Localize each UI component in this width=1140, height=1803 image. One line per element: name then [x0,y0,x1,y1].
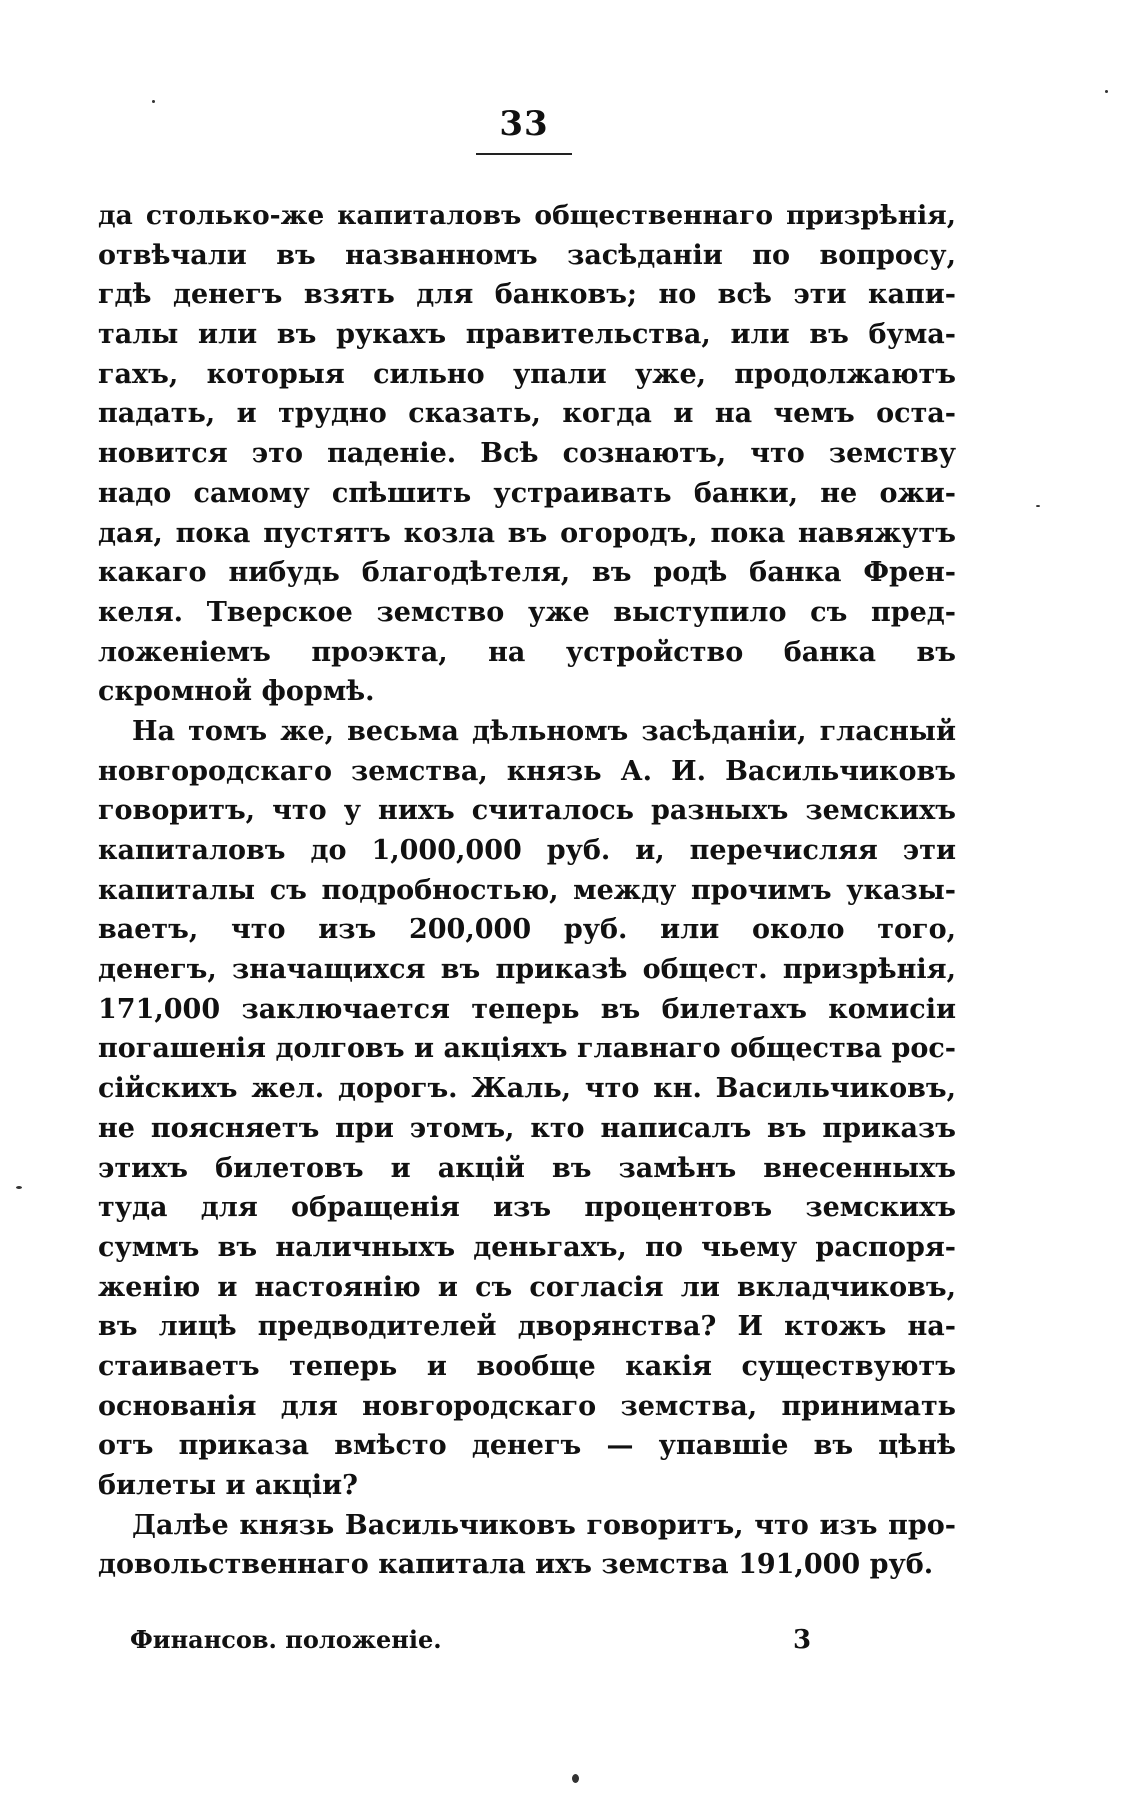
text-line: сійскихъ жел. дорогъ. Жаль, что кн. Васильчиковъ, [98,1073,956,1105]
text-line: говоритъ, что у нихъ считалось разныхъ земскихъ [98,795,956,827]
text-line: 171,000 заключается теперь въ билетахъ комисіи [98,993,956,1025]
body-text [98,196,956,1585]
text-line: келя. Тверское земство уже выступило съ пред- [98,596,956,628]
text-line: капиталы съ подробностью, между прочимъ указы- [98,874,956,906]
text-line: новгородскаго земства, князь А. И. Васильчиковъ [98,755,956,787]
text-line: талы или въ рукахъ правительства, или въ бума- [98,319,956,351]
text-line: туда для обращенія изъ процентовъ земскихъ [98,1192,956,1224]
scan-speck [152,100,155,103]
text-line: отвѣчали въ названномъ засѣданіи по вопросу, [98,239,956,271]
text-line: ложеніемъ проэкта, на устройство банка въ [98,636,956,668]
text-line: не поясняетъ при этомъ, кто написалъ въ приказъ [98,1112,956,1144]
text-line: суммъ въ наличныхъ деньгахъ, по чьему распоря- [98,1231,956,1263]
text-line: въ лицѣ предводителей дворянства? И ктожъ на- [98,1311,956,1343]
scan-speck [1105,90,1108,93]
text-line: отъ приказа вмѣсто денегъ — упавшіе въ цѣнѣ [98,1430,956,1462]
text-line: дая, пока пустятъ козла въ огородъ, пока навяжутъ [98,517,956,549]
text-line: стаиваетъ теперь и вообще какія существуютъ [98,1350,956,1382]
text-line: этихъ билетовъ и акцій въ замѣнъ внесенныхъ [98,1152,956,1184]
text-line: падать, и трудно сказать, когда и на чемъ оста- [98,398,956,430]
text-line: капиталовъ до 1,000,000 руб. и, перечисляя эти [98,835,956,866]
sheet-mark: 3 [793,1625,812,1655]
text-line: ваетъ, что изъ 200,000 руб. или около того, [98,914,956,946]
paragraph-start-line: Далѣе князь Васильчиковъ говоритъ, что изъ про- [132,1509,956,1541]
text-line: основанія для новгородскаго земства, принимать [98,1390,956,1422]
text-line: да столько-же капиталовъ общественнаго призрѣнія, [98,200,956,231]
printer-signature: Финансов. положеніе. [130,1625,442,1654]
text-line: новится это паденіе. Всѣ сознаютъ, что земству [98,438,956,470]
scan-speck [572,1774,579,1783]
text-line: денегъ, значащихся въ приказѣ общест. призрѣнія, [98,954,956,986]
text-line: скромной формѣ. [98,676,375,708]
paragraph-start-line: На томъ же, весьма дѣльномъ засѣданіи, гласный [132,715,956,747]
text-line: женію и настоянію и съ согласія ли вкладчиковъ, [98,1271,956,1303]
text-line: довольственнаго капитала ихъ земства 191,000 руб. [98,1549,934,1581]
text-line: гахъ, которыя сильно упали уже, продолжаютъ [98,358,956,390]
page-number: 33 [499,104,549,144]
scan-speck [16,1186,22,1189]
text-line: надо самому спѣшить устраивать банки, не ожи- [98,477,956,509]
text-line: погашенія долговъ и акціяхъ главнаго общества рос- [98,1033,956,1065]
scan-speck [1036,505,1040,507]
text-line: какаго нибудь благодѣтеля, въ родѣ банка Френ- [98,557,956,589]
text-line: билеты и акціи? [98,1470,358,1501]
page-number-rule [476,153,572,155]
text-line: гдѣ денегъ взять для банковъ; но всѣ эти капи- [98,279,956,311]
